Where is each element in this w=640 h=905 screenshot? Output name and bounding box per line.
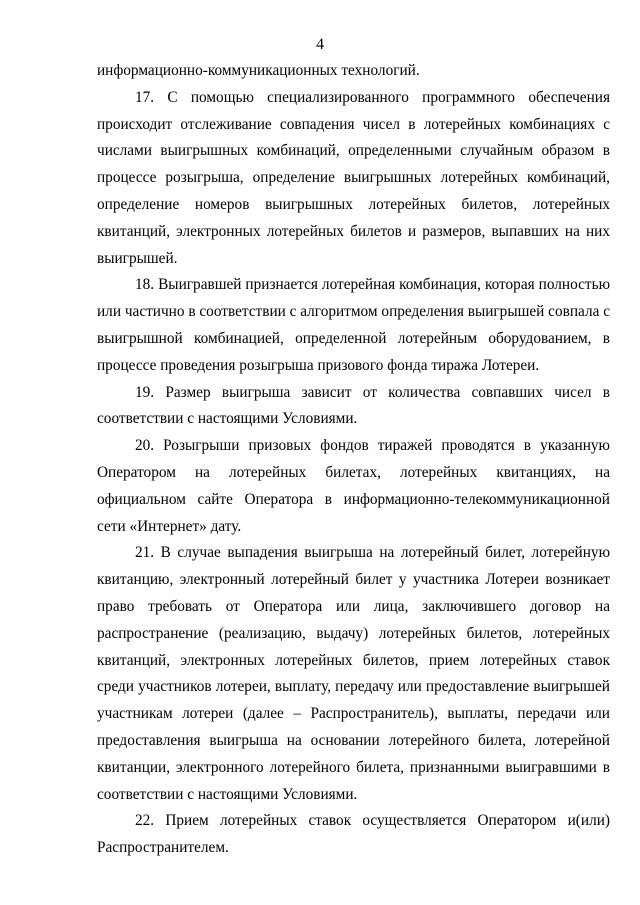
- paragraph-continuation: информационно-коммуникационных технологий.: [97, 62, 420, 79]
- document-body: [97, 58, 610, 862]
- paragraph-21: 21. В случае выпадения выигрыша на лотерейный билет, лотерейную квитанцию, электронный лотерейный билет у участника Лотереи возникает право требовать от Оператора или лица, заключившего договор на распространение (реализацию, выдачу) лотерейных билетов, лотерейных квитанций, электронных лотерейных билетов, прием лотерейных ставок среди участников лотереи, выплату, передачу или предоставление выигрышей участникам лотереи (далее – Распространитель), выплаты, передачи или предоставления выигрыша на основании лотерейного билета, лотерейной квитанции, электронного лотерейного билета, признанными выигравшими в соответствии с настоящими Условиями.: [97, 544, 610, 803]
- paragraph-18: 18. Выигравшей признается лотерейная комбинация, которая полностью или частично в соответствии с алгоритмом определения выигрышей совпала с выигрышной комбинацией, определенной лотерейным оборудованием, в процессе проведения розыгрыша призового фонда тиража Лотереи.: [97, 276, 610, 374]
- paragraph-17: 17. С помощью специализированного программного обеспечения происходит отслеживание совпадения чисел в лотерейных комбинациях с числами выигрышных комбинаций, определенными случайным образом в процессе розыгрыша, определение выигрышных лотерейных комбинаций, определение номеров выигрышных лотерейных билетов, лотерейных квитанций, электронных лотерейных билетов и размеров, выпавших на них выигрышей.: [97, 88, 610, 267]
- page-number: 4: [316, 36, 324, 53]
- paragraph-20: 20. Розыгрыши призовых фондов тиражей проводятся в указанную Оператором на лотерейных билетах, лотерейных квитанциях, на официальном сайте Оператора в информационно-телекоммуникационной сети «Интернет» дату.: [97, 437, 610, 535]
- paragraph-19: 19. Размер выигрыша зависит от количества совпавших чисел в соответствии с настоящими Условиями.: [97, 383, 610, 428]
- paragraph-22: 22. Прием лотерейных ставок осуществляется Оператором и(или) Распространителем.: [97, 812, 610, 857]
